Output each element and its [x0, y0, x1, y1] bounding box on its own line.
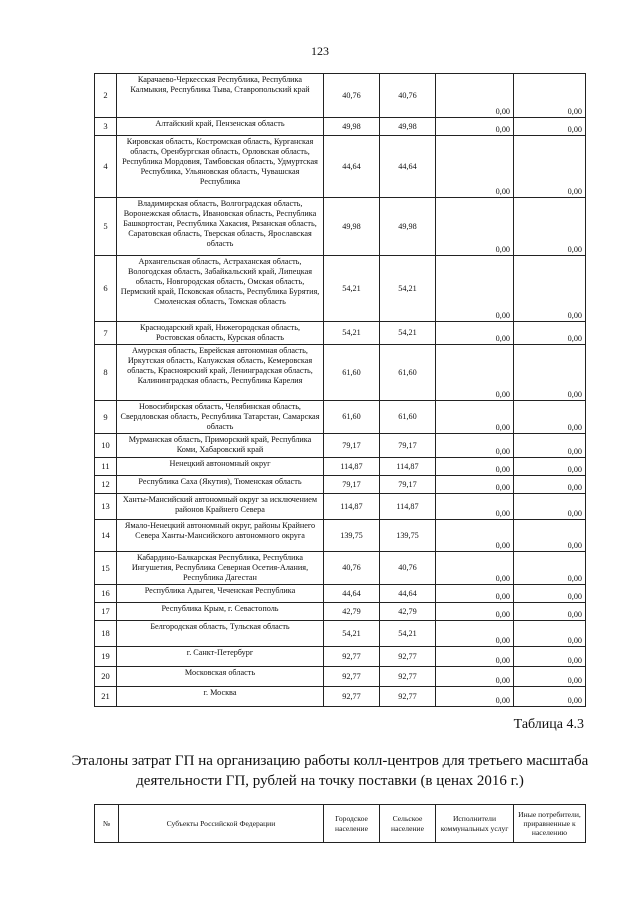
- rural-value: 40,76: [380, 552, 436, 585]
- row-number: 20: [95, 667, 117, 687]
- table-row: [95, 647, 586, 667]
- utilities-value: 0,00: [436, 585, 514, 603]
- rural-value: 79,17: [380, 476, 436, 494]
- row-number: 15: [95, 552, 117, 585]
- utilities-value: 0,00: [436, 256, 514, 322]
- utilities-value: 0,00: [436, 136, 514, 198]
- region-cell: г. Санкт-Петербург: [117, 647, 324, 667]
- urban-value: 139,75: [324, 520, 380, 552]
- other-value: 0,00: [514, 434, 586, 458]
- region-cell: Ненецкий автономный округ: [117, 458, 324, 476]
- urban-value: 40,76: [324, 74, 380, 118]
- utilities-value: 0,00: [436, 621, 514, 647]
- other-value: 0,00: [514, 74, 586, 118]
- rural-value: 61,60: [380, 401, 436, 434]
- region-cell: Белгородская область, Тульская область: [117, 621, 324, 647]
- urban-value: 44,64: [324, 136, 380, 198]
- region-cell: Алтайский край, Пензенская область: [117, 118, 324, 136]
- table-row: [95, 74, 586, 118]
- region-cell: Новосибирская область, Челябинская область, Свердловская область, Республика Татарстан, Самарская область: [117, 401, 324, 434]
- rural-value: 139,75: [380, 520, 436, 552]
- utilities-value: 0,00: [436, 198, 514, 256]
- row-number: 5: [95, 198, 117, 256]
- table-row: [95, 118, 586, 136]
- table-row: [95, 687, 586, 707]
- page-number: 123: [311, 44, 329, 58]
- utilities-value: 0,00: [436, 434, 514, 458]
- rural-value: 54,21: [380, 256, 436, 322]
- urban-value: 114,87: [324, 458, 380, 476]
- row-number: 8: [95, 345, 117, 401]
- urban-value: 61,60: [324, 401, 380, 434]
- header-urban: Городское население: [324, 805, 380, 843]
- table-row: [95, 552, 586, 585]
- other-value: 0,00: [514, 520, 586, 552]
- other-value: 0,00: [514, 198, 586, 256]
- header-other: Иные потребители, приравненные к населению: [514, 805, 586, 843]
- other-value: 0,00: [514, 647, 586, 667]
- header-rural: Сельское население: [380, 805, 436, 843]
- rural-value: 44,64: [380, 136, 436, 198]
- utilities-value: 0,00: [436, 667, 514, 687]
- row-number: 16: [95, 585, 117, 603]
- rural-value: 114,87: [380, 494, 436, 520]
- other-value: 0,00: [514, 322, 586, 345]
- urban-value: 61,60: [324, 345, 380, 401]
- table-row: [95, 401, 586, 434]
- utilities-value: 0,00: [436, 647, 514, 667]
- rural-value: 49,98: [380, 198, 436, 256]
- region-cell: Кировская область, Костромская область, Курганская область, Оренбургская область, Орловская область, Республика Мордовия, Тамбовская область, Удмуртская Республика, Ульяновская область, Чувашская Республика: [117, 136, 324, 198]
- urban-value: 92,77: [324, 667, 380, 687]
- rural-value: 92,77: [380, 667, 436, 687]
- region-cell: Республика Саха (Якутия), Тюменская область: [117, 476, 324, 494]
- table-row: [95, 621, 586, 647]
- urban-value: 40,76: [324, 552, 380, 585]
- table-row: [95, 520, 586, 552]
- row-number: 10: [95, 434, 117, 458]
- other-value: 0,00: [514, 552, 586, 585]
- region-cell: Амурская область, Еврейская автономная область, Иркутская область, Калужская область, Кемеровская область, Красноярский край, Ленинградская область, Калининградская область, Республика Карелия: [117, 345, 324, 401]
- region-cell: Карачаево-Черкесская Республика, Республика Калмыкия, Республика Тыва, Ставропольский край: [117, 74, 324, 118]
- other-value: 0,00: [514, 585, 586, 603]
- region-cell: Московская область: [117, 667, 324, 687]
- other-value: 0,00: [514, 256, 586, 322]
- region-cell: Архангельская область, Астраханская область, Вологодская область, Забайкальский край, Липецкая область, Новгородская область, Омская область, Пермский край, Псковская область, Республика Бурятия, Смоленская область, Томская область: [117, 256, 324, 322]
- table-4-3-header: [94, 804, 586, 843]
- row-number: 18: [95, 621, 117, 647]
- row-number: 11: [95, 458, 117, 476]
- urban-value: 54,21: [324, 256, 380, 322]
- urban-value: 114,87: [324, 494, 380, 520]
- row-number: 17: [95, 603, 117, 621]
- region-cell: Кабардино-Балкарская Республика, Республика Ингушетия, Республика Северная Осетия-Алания, Республика Дагестан: [117, 552, 324, 585]
- urban-value: 54,21: [324, 322, 380, 345]
- rural-value: 114,87: [380, 458, 436, 476]
- table-row: [95, 136, 586, 198]
- cost-table-continued: [94, 73, 586, 707]
- utilities-value: 0,00: [436, 476, 514, 494]
- other-value: 0,00: [514, 458, 586, 476]
- urban-value: 49,98: [324, 118, 380, 136]
- urban-value: 49,98: [324, 198, 380, 256]
- table-row: [95, 476, 586, 494]
- other-value: 0,00: [514, 494, 586, 520]
- region-cell: Республика Крым, г. Севастополь: [117, 603, 324, 621]
- rural-value: 54,21: [380, 621, 436, 647]
- utilities-value: 0,00: [436, 458, 514, 476]
- header-utilities: Исполнители коммунальных услуг: [436, 805, 514, 843]
- utilities-value: 0,00: [436, 494, 514, 520]
- urban-value: 54,21: [324, 621, 380, 647]
- row-number: 14: [95, 520, 117, 552]
- utilities-value: 0,00: [436, 401, 514, 434]
- row-number: 3: [95, 118, 117, 136]
- rural-value: 44,64: [380, 585, 436, 603]
- other-value: 0,00: [514, 476, 586, 494]
- utilities-value: 0,00: [436, 345, 514, 401]
- header-subjects: Субъекты Российской Федерации: [119, 805, 324, 843]
- utilities-value: 0,00: [436, 322, 514, 345]
- table-row: [95, 603, 586, 621]
- utilities-value: 0,00: [436, 687, 514, 707]
- table-row: [95, 198, 586, 256]
- row-number: 13: [95, 494, 117, 520]
- row-number: 19: [95, 647, 117, 667]
- utilities-value: 0,00: [436, 74, 514, 118]
- other-value: 0,00: [514, 136, 586, 198]
- region-cell: Мурманская область, Приморский край, Республика Коми, Хабаровский край: [117, 434, 324, 458]
- rural-value: 61,60: [380, 345, 436, 401]
- row-number: 21: [95, 687, 117, 707]
- row-number: 7: [95, 322, 117, 345]
- rural-value: 79,17: [380, 434, 436, 458]
- other-value: 0,00: [514, 667, 586, 687]
- header-num: №: [95, 805, 119, 843]
- row-number: 9: [95, 401, 117, 434]
- row-number: 12: [95, 476, 117, 494]
- rural-value: 92,77: [380, 647, 436, 667]
- urban-value: 79,17: [324, 434, 380, 458]
- table-row: [95, 256, 586, 322]
- urban-value: 79,17: [324, 476, 380, 494]
- region-cell: Ханты-Мансийский автономный округ за исключением районов Крайнего Севера: [117, 494, 324, 520]
- other-value: 0,00: [514, 621, 586, 647]
- region-cell: Краснодарский край, Нижегородская область, Ростовская область, Курская область: [117, 322, 324, 345]
- row-number: 4: [95, 136, 117, 198]
- other-value: 0,00: [514, 118, 586, 136]
- rural-value: 42,79: [380, 603, 436, 621]
- rural-value: 92,77: [380, 687, 436, 707]
- table-title: Таблица 4.3: [513, 717, 584, 732]
- other-value: 0,00: [514, 687, 586, 707]
- table-row: [95, 322, 586, 345]
- urban-value: 92,77: [324, 647, 380, 667]
- row-number: 6: [95, 256, 117, 322]
- urban-value: 92,77: [324, 687, 380, 707]
- region-cell: Ямало-Ненецкий автономный округ, районы Крайнего Севера Ханты-Мансийского автономного округа: [117, 520, 324, 552]
- table-row: [95, 345, 586, 401]
- table-row: [95, 585, 586, 603]
- rural-value: 40,76: [380, 74, 436, 118]
- region-cell: Владимирская область, Волгоградская область, Воронежская область, Ивановская область, Республика Башкортостан, Республика Хакасия, Рязанская область, Саратовская область, Тверская область, Ярославская область: [117, 198, 324, 256]
- utilities-value: 0,00: [436, 603, 514, 621]
- urban-value: 44,64: [324, 585, 380, 603]
- region-cell: Республика Адыгея, Чеченская Республика: [117, 585, 324, 603]
- rural-value: 54,21: [380, 322, 436, 345]
- row-number: 2: [95, 74, 117, 118]
- other-value: 0,00: [514, 345, 586, 401]
- other-value: 0,00: [514, 603, 586, 621]
- section-heading: Эталоны затрат ГП на организацию работы колл-центров для третьего масштаба деятельности ГП, рублей на точку поставки (в ценах 2016 г.): [71, 753, 589, 789]
- other-value: 0,00: [514, 401, 586, 434]
- table-row: [95, 434, 586, 458]
- table-row: [95, 458, 586, 476]
- utilities-value: 0,00: [436, 520, 514, 552]
- table-row: [95, 667, 586, 687]
- utilities-value: 0,00: [436, 552, 514, 585]
- region-cell: г. Москва: [117, 687, 324, 707]
- table-row: [95, 494, 586, 520]
- utilities-value: 0,00: [436, 118, 514, 136]
- rural-value: 49,98: [380, 118, 436, 136]
- urban-value: 42,79: [324, 603, 380, 621]
